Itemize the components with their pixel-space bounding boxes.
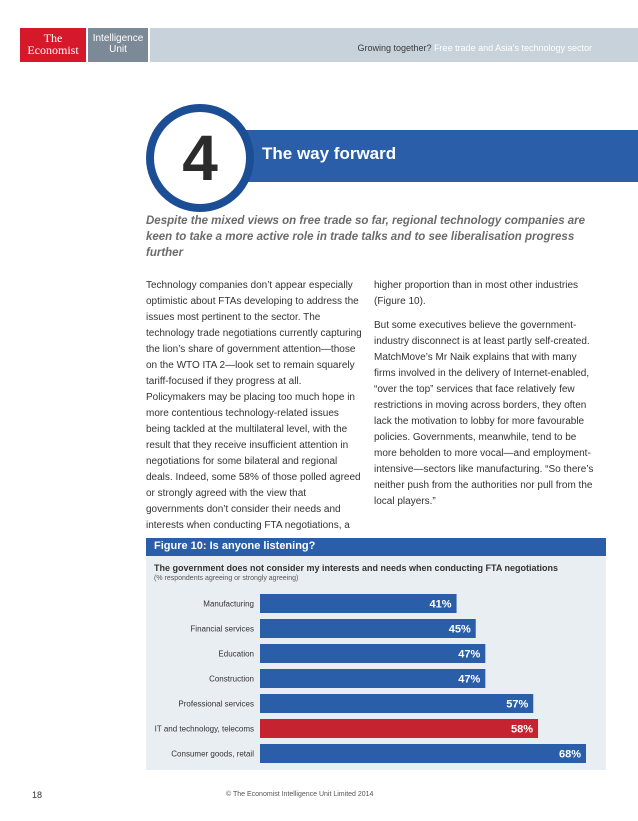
body-column-left — [146, 278, 362, 542]
category-label: Construction — [209, 674, 254, 684]
logo-line-1: The — [43, 31, 63, 45]
category-label: Education — [218, 649, 254, 659]
data-label: 47% — [458, 648, 481, 661]
category-label: Manufacturing — [203, 599, 254, 609]
logo-line-2: Economist — [27, 43, 79, 57]
chapter-title: The way forward — [262, 144, 397, 163]
category-label: Consumer goods, retail — [171, 749, 254, 759]
data-label: 58% — [511, 723, 534, 736]
category-label: Professional services — [178, 699, 254, 709]
running-title — [358, 43, 592, 53]
data-label: 41% — [429, 598, 452, 611]
intro-paragraph: Despite the mixed views on free trade so far, regional technology companies are keen to take a more active role in trade talks and to see liberalisation progress further — [146, 215, 586, 259]
category-label: Financial services — [190, 624, 254, 634]
chapter-number: 4 — [182, 122, 218, 194]
category-label: IT and technology, telecoms — [154, 724, 254, 734]
chart-title: The government does not consider my interests and needs when conducting FTA negotiations — [154, 563, 559, 573]
body-column-right — [374, 278, 594, 518]
bar-it-and-technology-telecoms — [260, 719, 538, 738]
bar-manufacturing — [260, 594, 457, 613]
economist-logo — [20, 28, 86, 62]
data-label: 47% — [458, 673, 481, 686]
figure-label: Figure 10: Is anyone listening? — [154, 540, 316, 552]
eiu-line-1: Intelligence — [92, 33, 144, 44]
chart-subtitle: (% respondents agreeing or strongly agreeing) — [154, 575, 299, 582]
eiu-line-2: Unit — [109, 44, 127, 55]
body-paragraph: Technology companies don’t appear especially optimistic about FTAs developing to address the issues most pertinent to the sector. The technology trade negotiations currently capturing the lion’s share of government attention—those on the WTO ITA 2—look set to remain squarely tariff-focused if they progress at all. Policymakers may be placing too much hope in more contentious technology-related issues being tackled at the multilateral level, with the result that they receive insufficient attention in negotiations for some bilateral and regional deals. Indeed, some 58% of those polled agreed or strongly agreed with the view that governments don’t consider their needs and interests when conducting FTA negotiations, a — [146, 280, 362, 531]
bar-chart — [146, 590, 606, 768]
body-paragraph: But some executives believe the government-industry disconnect is at least partly self-created. MatchMove’s Mr Naik explains that with many firms involved in the delivery of Internet-enabled, “over the top” services that face relatively few restrictions in moving across borders, they often lack the motivation to lobby for more favourable policies. Governments, meanwhile, tend to be more beholden to more vocal—and employment-intensive—sectors like manufacturing. “So there’s neither push from the authorities nor pull from the local players.” — [374, 320, 594, 507]
data-label: 68% — [558, 748, 581, 761]
bar-professional-services — [260, 694, 533, 713]
intelligence-unit-logo — [88, 28, 148, 62]
bar-construction — [260, 669, 485, 688]
running-title-rest: Free trade and Asia’s technology sector — [431, 43, 592, 53]
bar-education — [260, 644, 485, 663]
running-title-bold: Growing together? — [357, 43, 432, 53]
body-paragraph: higher proportion than in most other industries (Figure 10). — [374, 280, 579, 307]
copyright: © The Economist Intelligence Unit Limited 2014 — [226, 791, 374, 798]
page-number: 18 — [32, 790, 43, 800]
data-label: 57% — [506, 698, 529, 711]
bar-consumer-goods-retail — [260, 744, 586, 763]
bar-financial-services — [260, 619, 476, 638]
data-label: 45% — [448, 623, 471, 636]
